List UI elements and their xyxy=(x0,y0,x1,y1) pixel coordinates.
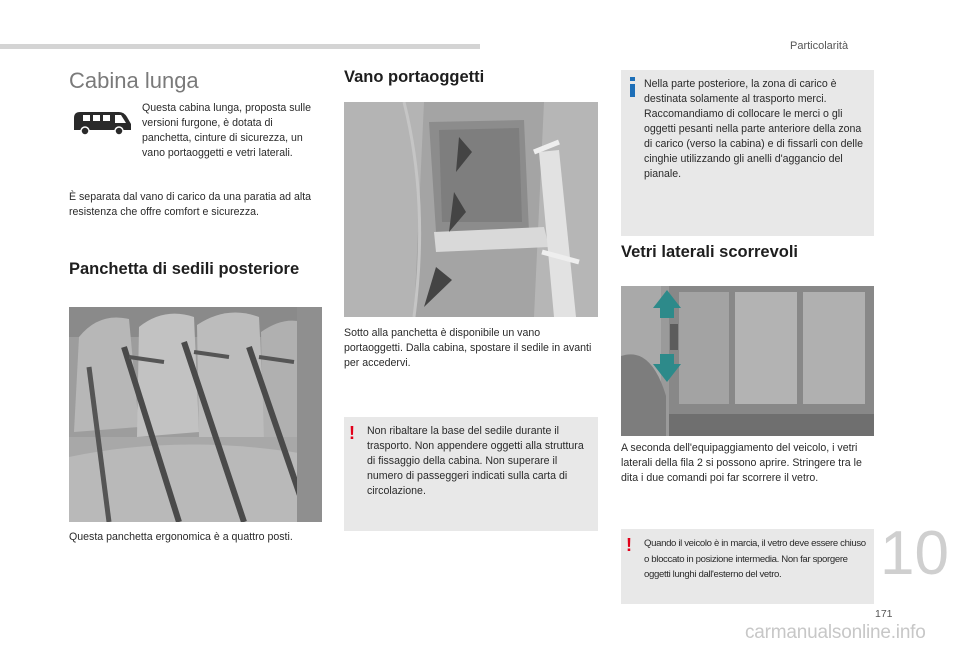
vetri-warning-box xyxy=(621,529,874,604)
header-bar xyxy=(0,44,480,49)
cabina-title: Cabina lunga xyxy=(69,68,199,93)
exclamation-icon: ! xyxy=(349,423,355,443)
info-icon xyxy=(626,76,640,98)
seats-photo xyxy=(69,307,322,522)
van-icon xyxy=(71,106,133,136)
vano-warning-box xyxy=(344,417,598,531)
storage-photo xyxy=(344,102,598,317)
vetri-caption: A seconda dell'equipaggiamento del veicolo, i vetri laterali della fila 2 si possono aprire. Stringere tra le dita i due comandi poi far scorrere il vetro. xyxy=(621,442,862,484)
vetri-title: Vetri laterali scorrevoli xyxy=(621,243,799,261)
vetri-warning-text: Quando il veicolo è in marcia, il vetro deve essere chiuso o bloccato in posizione intermedia. Non far sporgere oggetti lunghi dall'esterno del vetro. xyxy=(644,538,866,580)
info-text: Nella parte posteriore, la zona di carico è destinata solamente al trasporto merci. Raccomandiamo di collocare le merci o gli oggetti pesanti nella parte anteriore della zona di carico (verso la cabina) e di fissarli con delle cinghie utilizzando gli anelli d'aggancio del pianale. xyxy=(644,78,864,180)
chapter-number: 10 xyxy=(880,519,949,588)
cabina-paragraph: È separata dal vano di carico da una paratia ad alta resistenza che offre comfort e sicurezza. xyxy=(69,191,312,218)
info-box xyxy=(621,70,874,236)
cabina-intro: Questa cabina lunga, proposta sulle versioni furgone, è dotata di panchetta, cinture di sicurezza, un vano portaoggetti e vetri laterali. xyxy=(142,102,312,159)
window-photo xyxy=(621,286,874,436)
vano-title: Vano portaoggetti xyxy=(344,68,485,86)
header-section-title: Particolarità xyxy=(790,40,849,52)
panchetta-caption: Questa panchetta ergonomica è a quattro posti. xyxy=(69,531,293,543)
watermark: carmanualsonline.info xyxy=(745,622,926,643)
exclamation-icon: ! xyxy=(626,535,632,555)
vano-caption: Sotto alla panchetta è disponibile un vano portaoggetti. Dalla cabina, spostare il sedile in avanti per accedervi. xyxy=(344,327,592,369)
vano-warning-text: Non ribaltare la base del sedile durante il trasporto. Non appendere oggetti alla struttura di fissaggio della cabina. Non superare il numero di passeggeri indicati sulla carta di circolazione. xyxy=(367,425,584,497)
panchetta-title: Panchetta di sedili posteriore xyxy=(69,260,300,278)
page-number: 171 xyxy=(875,608,893,620)
